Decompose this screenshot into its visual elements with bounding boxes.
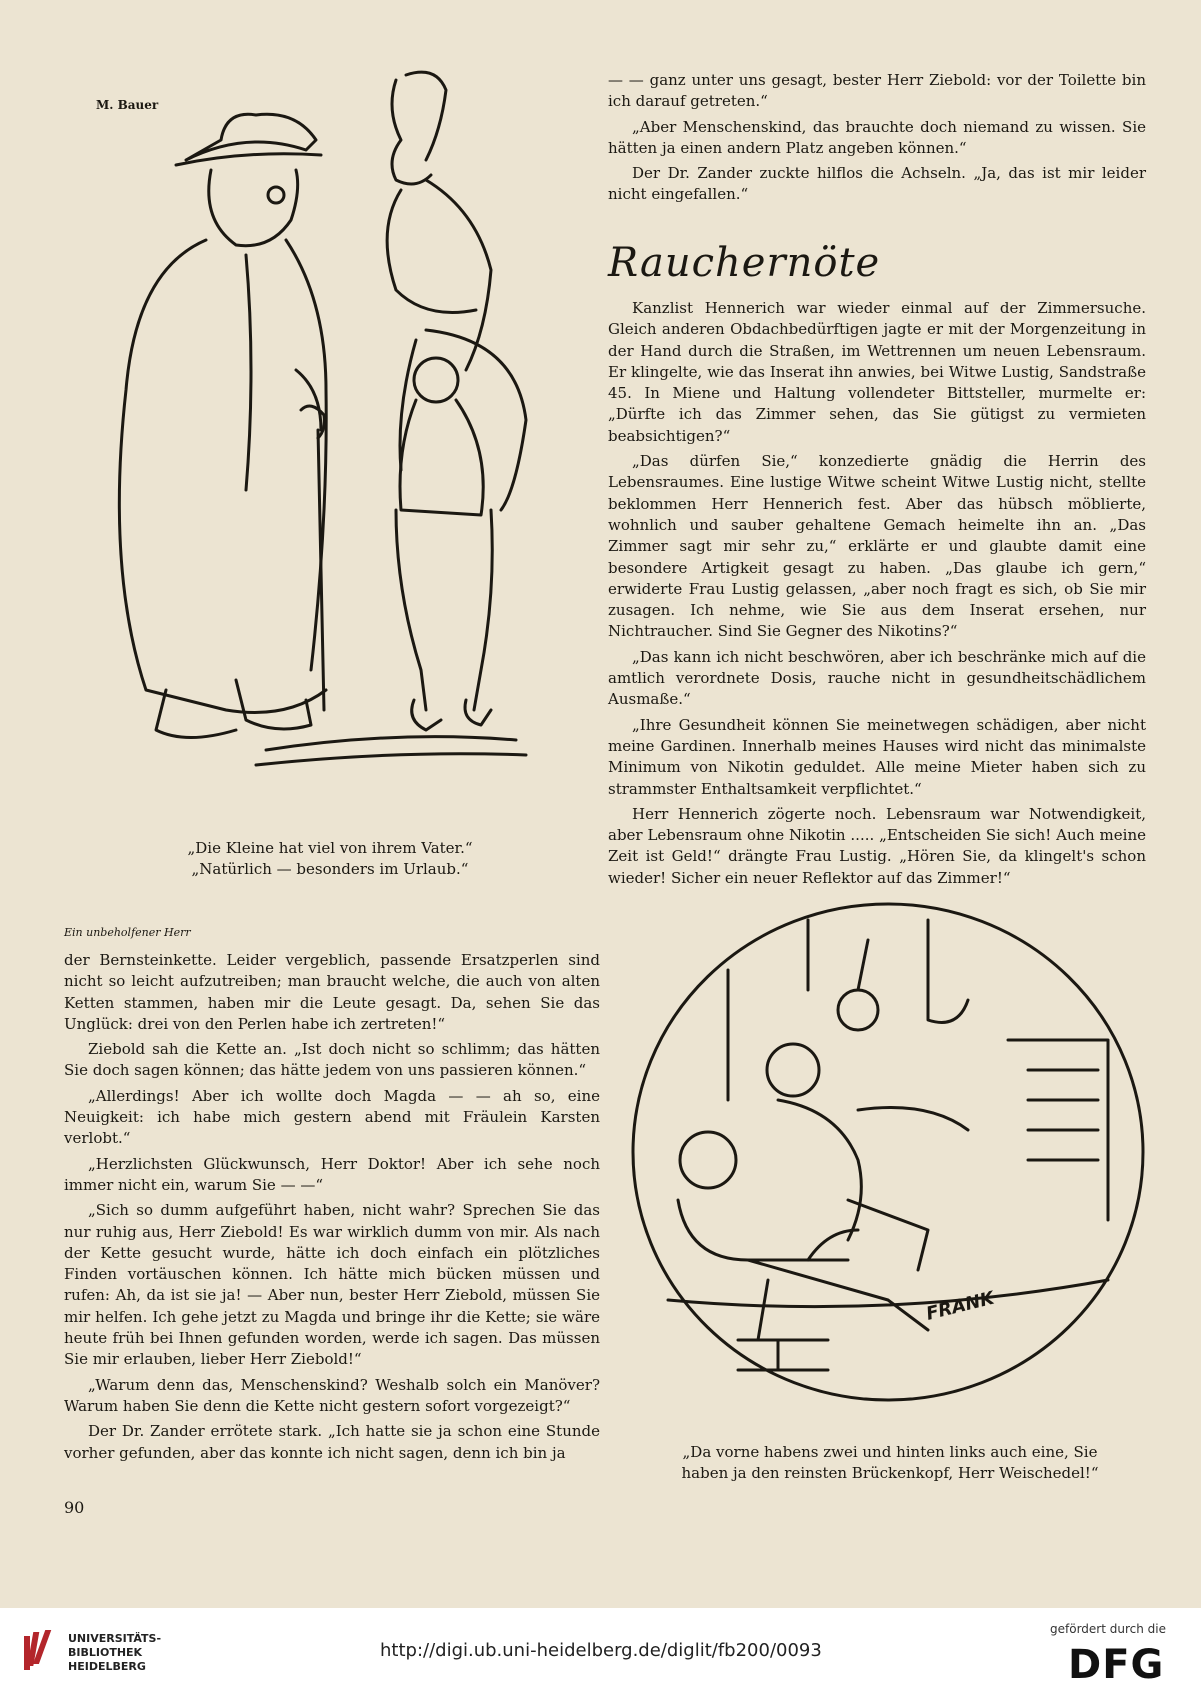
paragraph: Ziebold sah die Kette an. „Ist doch nicht so schlimm; das hätten Sie doch sagen können; das hätte jedem von uns passieren können.“ bbox=[64, 1040, 600, 1080]
cartoon-illustration-dentist bbox=[628, 900, 1148, 1405]
library-logo-icon bbox=[22, 1628, 62, 1674]
illustration-credit: M. Bauer bbox=[96, 98, 159, 112]
caption-line: haben ja den reinsten Brückenkopf, Herr Weischedel!“ bbox=[681, 1464, 1099, 1482]
paragraph: „Herzlichsten Glückwunsch, Herr Doktor! Aber ich sehe noch immer nicht ein, warum Sie — —“ bbox=[64, 1154, 600, 1194]
running-head: Ein unbeholfener Herr bbox=[64, 926, 191, 939]
footer-bar bbox=[0, 1608, 1201, 1694]
paragraph: Kanzlist Hennerich war wieder einmal auf der Zimmersuche. Gleich anderen Obdachbedürftigen jagte er mit der Morgenzeitung in der Hand durch die Straßen, im Wettrennen um neuen Lebensraum. Er klingelte, wie das Inserat ihn anwies, bei Witwe Lustig, Sandstraße 45. In Miene und Haltung vollendeter Bittsteller, murmelte er: „Dürfte ich das Zimmer sehen, das Sie gütigst zu vermieten beabsichtigen?“ bbox=[608, 299, 1146, 445]
caption-line: „Da vorne habens zwei und hinten links auch eine, Sie bbox=[682, 1443, 1098, 1461]
illustration-signature: FRANK bbox=[924, 1287, 997, 1325]
paragraph: Herr Hennerich zögerte noch. Lebensraum war Notwendigkeit, aber Lebensraum ohne Nikotin ..... „Entscheiden Sie sich! Auch meine Zeit ist Geld!“ drängte Frau Lustig. „Hören Sie, da klingelt's schon wieder! Sicher ein neuer Reflektor auf das Zimmer!“ bbox=[608, 804, 1146, 887]
library-name-line: UNIVERSITÄTS- bbox=[68, 1632, 162, 1645]
cartoon-illustration-family bbox=[96, 70, 566, 810]
paragraph: — — ganz unter uns gesagt, bester Herr Ziebold: vor der Toilette bin ich darauf getreten.“ bbox=[608, 71, 1146, 111]
paragraph: „Das kann ich nicht beschwören, aber ich beschränke mich auf die amtlich verordnete Dosis, rauche nicht in gesundheitschädlichem Ausmaße.“ bbox=[608, 647, 1146, 709]
illustration1-caption bbox=[120, 838, 540, 880]
paragraph: Der Dr. Zander errötete stark. „Ich hatte sie ja schon eine Stunde vorher gefunden, aber das konnte ich nicht sagen, denn ich bin ja bbox=[64, 1422, 600, 1462]
paragraph: „Sich so dumm aufgeführt haben, nicht wahr? Sprechen Sie das nur ruhig aus, Herr Ziebold! Es war wirklich dumm von mir. Als nach der Kette gesucht wurde, hätte ich doch einfach ein plötzliches Finden vortäuschen können. Ich hätte mich bücken müssen und rufen: Ah, da ist sie ja! — Aber nun, bester Herr Ziebold, müssen Sie mir helfen. Ich gehe jetzt zu Magda und bringe ihr die Kette; sie wäre heute früh bei Ihnen gefunden worden, werde ich sagen. Das müssen Sie mir erlauben, lieber Herr Ziebold!“ bbox=[64, 1201, 600, 1369]
paragraph: Der Dr. Zander zuckte hilflos die Achseln. „Ja, das ist mir leider nicht eingefallen.“ bbox=[608, 164, 1146, 204]
caption-line: „Die Kleine hat viel von ihrem Vater.“ bbox=[187, 839, 473, 857]
caption-line: „Natürlich — besonders im Urlaub.“ bbox=[191, 860, 469, 878]
right-column-top bbox=[608, 70, 1146, 210]
funder-logo: DFG bbox=[1068, 1642, 1165, 1688]
paragraph: „Aber Menschenskind, das brauchte doch niemand zu wissen. Sie hätten ja einen andern Platz angeben können.“ bbox=[608, 117, 1146, 157]
paragraph: der Bernsteinkette. Leider vergeblich, passende Ersatzperlen sind nicht so leicht aufzutreiben; man braucht welche, die auch von alten Ketten stammen, haben mir die Leute gesagt. Da, sehen Sie das Unglück: drei von den Perlen habe ich zertreten!“ bbox=[64, 951, 600, 1033]
paragraph: „Das dürfen Sie,“ konzedierte gnädig die Herrin des Lebensraumes. Eine lustige Witwe scheint Witwe Lustig nicht, stellte beklommen Herr Hennerich fest. Aber das hübsch möblierte, wohnlich und sauber gehaltene Gemach heimelte ihn an. „Das Zimmer sagt mir sehr zu,“ erklärte er und glaubte damit eine besondere Artigkeit gesagt zu haben. „Das glaube ich gern,“ erwiderte Frau Lustig gelassen, „aber noch fragt es sich, ob Sie mir zusagen. Ich nehme, wie Sie aus dem Inserat ersehen, nur Nichtraucher. Sind Sie Gegner des Nikotins?“ bbox=[608, 452, 1146, 641]
paragraph: „Warum denn das, Menschenskind? Weshalb solch ein Manöver? Warum haben Sie denn die Kette nicht gestern sofort vorgezeigt?“ bbox=[64, 1375, 600, 1415]
story-column bbox=[608, 298, 1146, 893]
left-column-bottom bbox=[64, 950, 600, 1468]
permalink-url[interactable]: http://digi.ub.uni-heidelberg.de/diglit/fb200/0093 bbox=[380, 1640, 822, 1661]
illustration2-caption bbox=[640, 1442, 1140, 1484]
story-title: Rauchernöte bbox=[608, 240, 881, 286]
library-name-line: HEIDELBERG bbox=[68, 1660, 146, 1673]
paragraph: „Allerdings! Aber ich wollte doch Magda — — ah so, eine Neuigkeit: ich habe mich gestern abend mit Fräulein Karsten verlobt.“ bbox=[64, 1086, 600, 1148]
page-number: 90 bbox=[64, 1498, 85, 1517]
library-name-line: BIBLIOTHEK bbox=[68, 1646, 143, 1659]
paragraph: „Ihre Gesundheit können Sie meinetwegen schädigen, aber nicht meine Gardinen. Innerhalb meines Hauses wird nicht das minimalste Minimum von Nikotin geduldet. Alle meine Mieter haben sich zu strammster Enthaltsamkeit verpflichtet.“ bbox=[608, 715, 1146, 798]
funding-note: gefördert durch die bbox=[1050, 1622, 1166, 1636]
library-name bbox=[68, 1632, 161, 1674]
